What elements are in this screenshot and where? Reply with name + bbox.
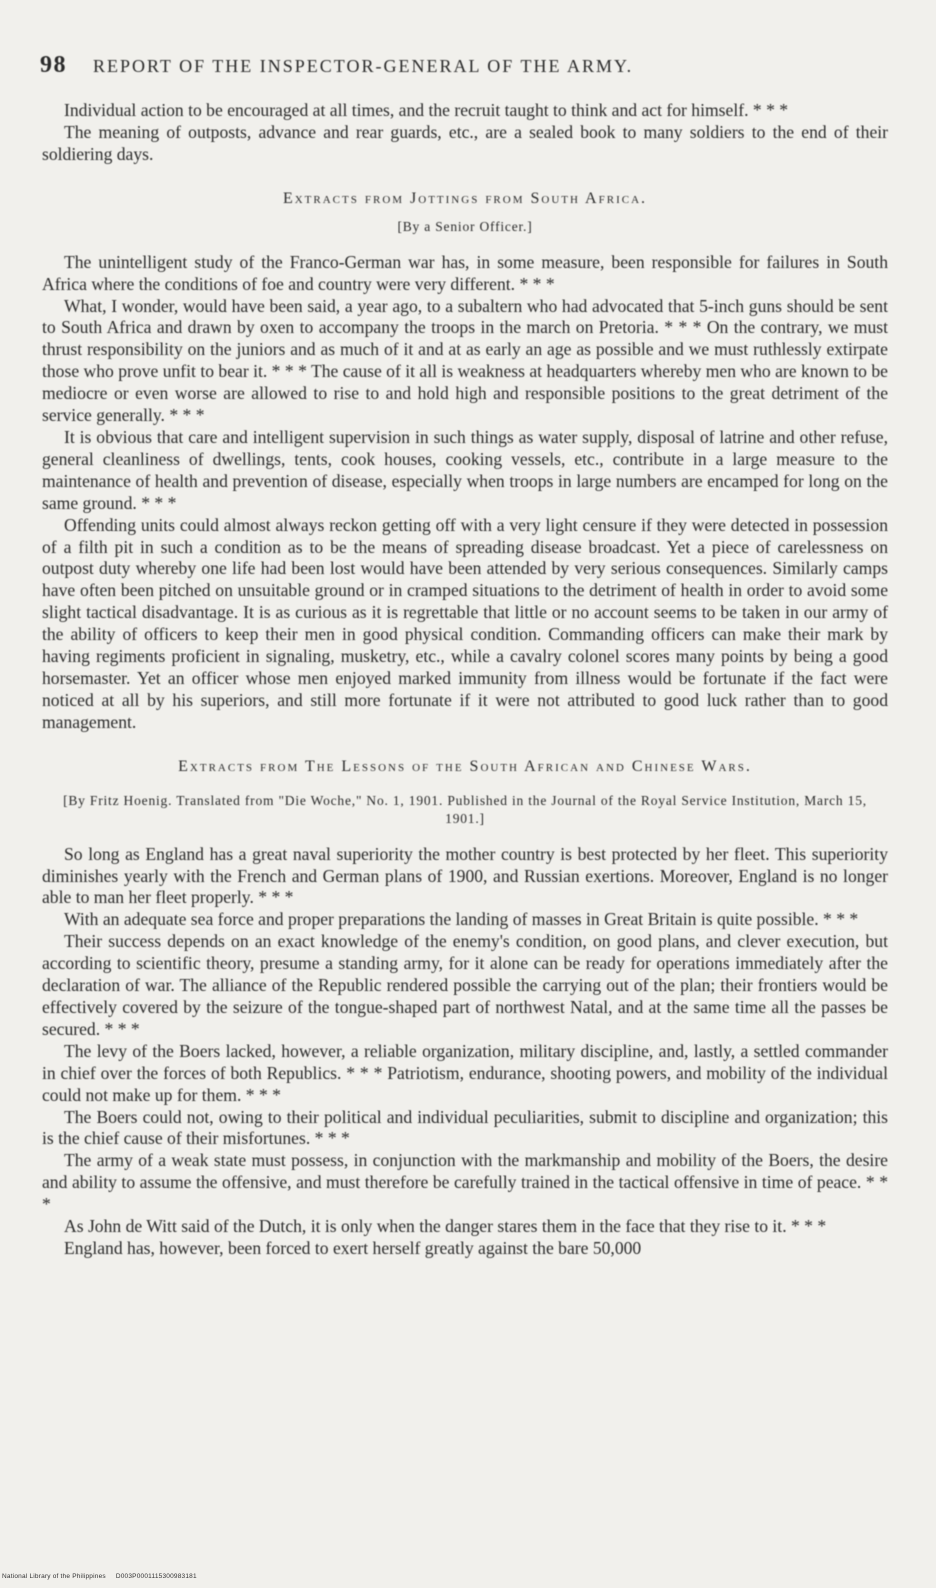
paragraph: The meaning of outposts, advance and rear guards, etc., are a sealed book to many soldiers to the end of their soldiering days.	[42, 121, 888, 164]
scan-footer	[2, 1573, 207, 1580]
section-byline-jottings: [By a Senior Officer.]	[397, 218, 533, 234]
paragraph: It is obvious that care and intelligent supervision in such things as water supply, disposal of latrine and other refuse, general cleanliness of dwellings, tents, cook houses, cooking vessels, etc., contribute in a large measure to the maintenance of health and prevention of disease, especially when troops in large numbers are encamped for long on the same ground. * * *	[42, 426, 888, 513]
footer-library: National Library of the Philippines	[2, 1573, 106, 1580]
paragraph: As John de Witt said of the Dutch, it is only when the danger stares them in the face that they rise to it. * * *	[64, 1216, 827, 1237]
paragraph: So long as England has a great naval superiority the mother country is best protected by her fleet. This superiority diminishes yearly with the French and German plans of 1900, and Russian exertions. Moreover, England is no longer able to man her fleet properly. * * *	[42, 843, 888, 908]
section-heading-jottings: Extracts from Jottings from South Africa.	[282, 189, 648, 207]
page-header	[40, 52, 900, 82]
paragraph: Offending units could almost always reckon getting off with a very light censure if they were detected in possession of a filth pit in such a condition as to be the means of spreading disease broadcast. Yet a piece of carelessness on outpost duty whereby one life had been lost would have been attended by very serious consequences. Similarly camps have often been pitched on unsuitable ground or in cramped situations to the detriment of health in order to avoid some slight tactical disadvantage. It is as curious as it is regrettable that little or no account seems to be taken in our army of the ability of officers to keep their men in good physical condition. Commanding officers can make their mark by having regiments proficient in signaling, musketry, etc., while a cavalry colonel scores many points by being a good horsemaster. Yet an officer whose men enjoyed marked immunity from illness would be fortunate if the fact were noticed at all by his superiors, and still more fortunate if it were not attributed to good luck rather than to good management.	[42, 514, 888, 732]
footer-code: D003P0001115300983181	[115, 1573, 197, 1580]
paragraph: Individual action to be encouraged at all times, and the recruit taught to think and act for himself. * * *	[64, 100, 789, 120]
paragraph: Their success depends on an exact knowledge of the enemy's condition, on good plans, and clever execution, but according to scientific theory, presume a standing army, for it alone can be ready for operations immediately after the declaration of war. The alliance of the Republic rendered possible the carrying out of the plan; their frontiers would be effectively covered by the seizure of the tongue-shaped part of northwest Natal, and at the same time all the passes be secured. * * *	[42, 931, 888, 1039]
section-byline-lessons: [By Fritz Hoenig. Translated from "Die Woche," No. 1, 1901. Published in the Journal of the Royal Service Institution, March 15, 1901.]	[63, 792, 867, 826]
running-title: REPORT OF THE INSPECTOR-GENERAL OF THE ARMY.	[93, 56, 634, 76]
paragraph: With an adequate sea force and proper preparations the landing of masses in Great Britain is quite possible. * * *	[64, 909, 859, 930]
page-body	[42, 100, 888, 1260]
paragraph: The levy of the Boers lacked, however, a reliable organization, military discipline, and, lastly, a settled commander in chief over the forces of both Republics. * * * Patriotism, endurance, shooting powers, and mobility of the individual could not make up for them. * * *	[42, 1040, 888, 1105]
paragraph: The unintelligent study of the Franco-German war has, in some measure, been responsible for failures in South Africa where the conditions of foe and country were very different. * * *	[42, 251, 888, 294]
paragraph: England has, however, been forced to exert herself greatly against the bare 50,000	[64, 1237, 642, 1258]
paragraph: What, I wonder, would have been said, a year ago, to a subaltern who had advocated that 5-inch guns should be sent to South Africa and drawn by oxen to accompany the troops in the march on Pretoria. * * * On the contrary, we must thrust responsibility on the juniors and as much of it and at as early an age as possible and we must ruthlessly extirpate those who prove unfit to bear it. * * * The cause of it all is weakness at headquarters whereby men who are known to be mediocre or even worse are allowed to rise to and hold high and responsible positions to the great detriment of the service generally. * * *	[42, 295, 888, 426]
paragraph: The army of a weak state must possess, in conjunction with the markmanship and mobility of the Boers, the desire and ability to assume the offensive, and must therefore be carefully trained in the tactical offensive in time of peace. * * *	[42, 1150, 888, 1215]
paragraph: The Boers could not, owing to their political and individual peculiarities, submit to discipline and organization; this is the chief cause of their misfortunes. * * *	[42, 1106, 888, 1149]
page-number: 98	[40, 52, 67, 78]
section-heading-lessons: Extracts from The Lessons of the South African and Chinese Wars.	[178, 757, 752, 775]
